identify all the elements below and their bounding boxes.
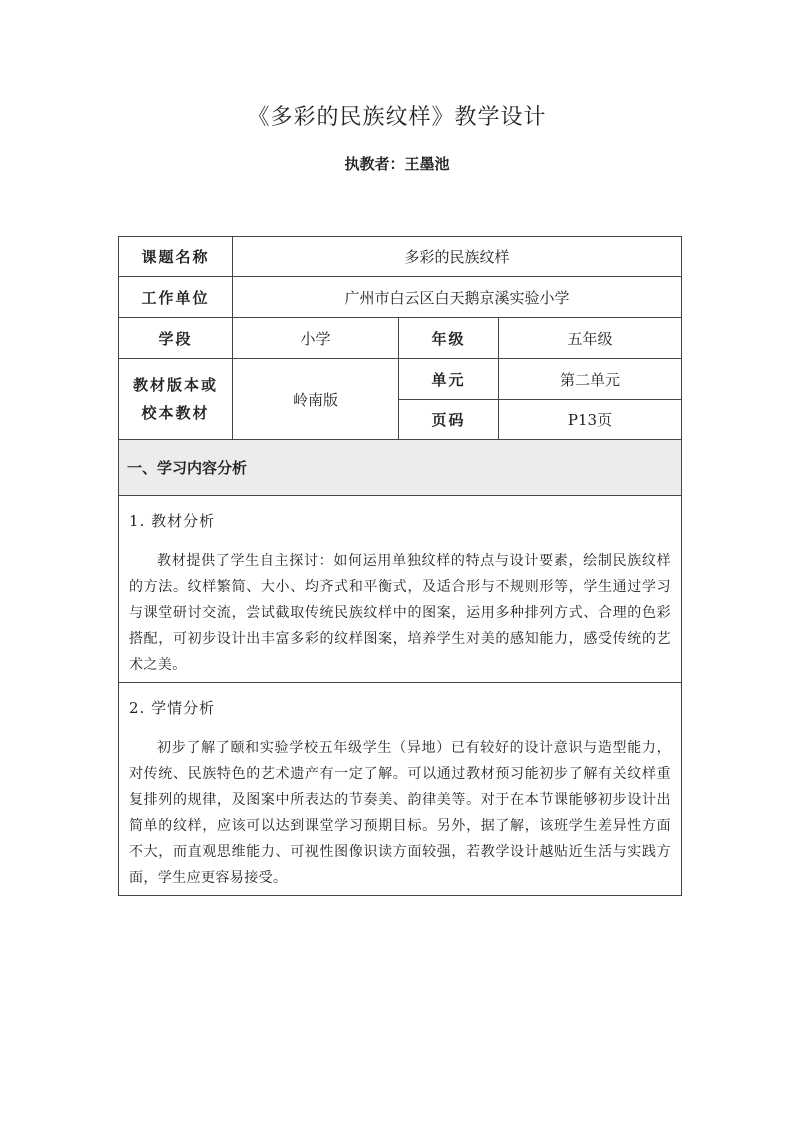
topic-label: 课题名称 <box>119 237 233 277</box>
section-heading: 一、学习内容分析 <box>119 440 682 496</box>
edition-label-line2: 校本教材 <box>141 404 210 422</box>
textbook-analysis-title: 1. 教材分析 <box>129 512 216 530</box>
unit-label: 工作单位 <box>119 277 233 318</box>
chapter-label: 单元 <box>399 359 499 400</box>
student-analysis-block <box>119 683 682 896</box>
author-line: 执教者：王墨池 <box>344 155 450 173</box>
table-row <box>119 318 682 359</box>
stage-value: 小学 <box>233 318 399 359</box>
student-analysis-title: 2. 学情分析 <box>129 699 216 717</box>
unit-value: 广州市白云区白天鹅京溪实验小学 <box>233 277 682 318</box>
page-value: P13页 <box>499 400 682 440</box>
document-title: 《多彩的民族纹样》教学设计 <box>247 105 547 130</box>
table-row <box>119 237 682 277</box>
student-analysis-text: 初步了解了颐和实验学校五年级学生（异地）已有较好的设计意识与造型能力，对传统、民族特色的艺术遗产有一定了解。可以通过教材预习能初步了解有关纹样重复排列的规律，及图案中所表达的节奏美、韵律美等。对于在本节课能够初步设计出简单的纹样，应该可以达到课堂学习预期目标。另外，据了解，该班学生差异性方面不大，而直观思维能力、可视性图像识读方面较强，若教学设计越贴近生活与实践方面，学生应更容易接受。 <box>129 740 672 886</box>
table-row <box>119 440 682 496</box>
edition-value: 岭南版 <box>233 359 399 440</box>
topic-value: 多彩的民族纹样 <box>233 237 682 277</box>
textbook-analysis-block <box>119 496 682 683</box>
lesson-info-table <box>118 236 682 896</box>
page-label: 页码 <box>399 400 499 440</box>
table-row <box>119 496 682 683</box>
edition-label <box>119 359 233 440</box>
grade-label: 年级 <box>399 318 499 359</box>
stage-label: 学段 <box>119 318 233 359</box>
chapter-value: 第二单元 <box>499 359 682 400</box>
edition-label-line1: 教材版本或 <box>132 376 218 394</box>
table-row <box>119 277 682 318</box>
grade-value: 五年级 <box>499 318 682 359</box>
table-row <box>119 683 682 896</box>
table-row <box>119 359 682 400</box>
textbook-analysis-text: 教材提供了学生自主探讨：如何运用单独纹样的特点与设计要素，绘制民族纹样的方法。纹样繁简、大小、均齐式和平衡式，及适合形与不规则形等，学生通过学习与课堂研讨交流，尝试截取传统民族纹样中的图案，运用多种排列方式、合理的色彩搭配，可初步设计出丰富多彩的纹样图案，培养学生对美的感知能力，感受传统的艺术之美。 <box>129 553 672 673</box>
